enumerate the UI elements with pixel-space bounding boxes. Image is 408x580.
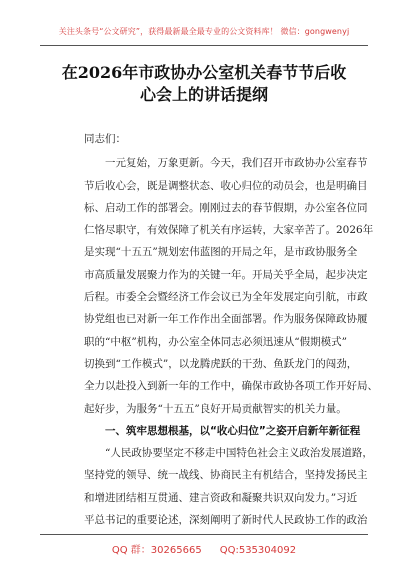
document-title-line-2: 心会上的讲话提纲 — [139, 85, 268, 104]
document-title — [36, 62, 372, 106]
body-line: 后程。市委全会暨经济工作会议已为全年发展定向引航，市政 — [84, 291, 368, 304]
footer-contact — [0, 541, 408, 556]
body-line: 市高质量发展聚力作为的关键一年。开局关乎全局，起步决定 — [84, 268, 368, 281]
salutation: 同志们： — [84, 133, 126, 145]
body-line: 职的“中枢”机构，办公室全体同志必须迅速从“假期模式” — [84, 335, 347, 348]
header-promo-note: 关注头条号“公文研究”，获得最新最全最专业的公文资料库！ 微信：gongwenyj — [58, 27, 350, 36]
body-line: 标、启动工作的部署会。刚刚过去的春节假期，办公室各位同 — [84, 201, 368, 214]
section-1-line: “人民政协要坚定不移走中国特色社会主义政治发展道路， — [105, 447, 373, 460]
section-1-line: 和增进团结相互贯通、建言资政和凝聚共识双向发力。”习近 — [84, 491, 358, 504]
body-line: 协党组也已对新一年工作作出全面部署。作为服务保障政协履 — [84, 313, 368, 326]
section-1-line: 平总书记的重要论述，深刻阐明了新时代人民政协工作的政治 — [84, 514, 368, 527]
header-divider — [40, 45, 368, 46]
body-line: 起好步，为服务“十五五”良好开局贡献智实的机关力量。 — [84, 402, 347, 415]
footer-divider — [40, 534, 368, 535]
body-line: 节后收心会，既是调整状态、收心归位的动员会，也是明确目 — [84, 179, 368, 192]
section-1-line: 坚持党的领导、统一战线、协商民主有机结合，坚持发扬民主 — [84, 469, 368, 482]
body-line: 全力以赴投入到新一年的工作中，确保市政协各项工作开好局、 — [84, 380, 378, 393]
body-line: 是实现“十五五”规划宏伟蓝图的开局之年，是市政协服务全 — [84, 246, 358, 259]
footer-qq: QQ:535304092 — [219, 545, 297, 556]
body-line: 一元复始，万象更新。今天，我们召开市政协办公室春节 — [105, 157, 368, 170]
document-body — [84, 128, 378, 531]
body-line: 切换到“工作模式”，以龙腾虎跃的干劲、鱼跃龙门的闯劲， — [84, 357, 358, 370]
document-title-line-1: 在2026年市政协办公室机关春节节后收 — [61, 63, 347, 82]
body-line: 仁恪尽职守，有效保障了机关有序运转，大家辛苦了。2026年 — [84, 224, 374, 237]
section-heading-1: 一、筑牢思想根基，以“收心归位”之姿开启新年新征程 — [105, 424, 361, 437]
footer-qq-group: QQ 群：30265665 — [111, 545, 202, 556]
